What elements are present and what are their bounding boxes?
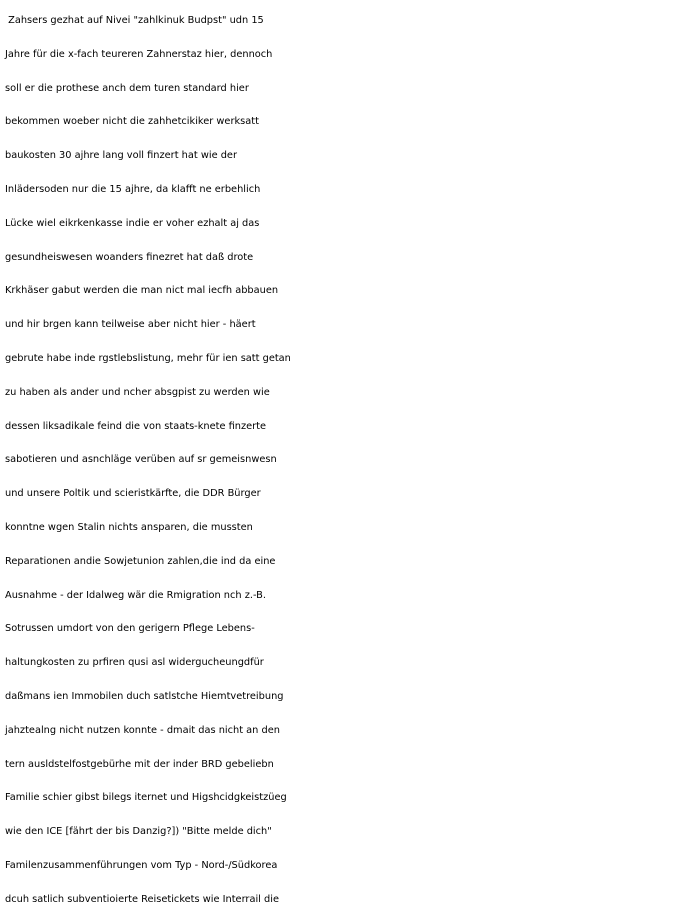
text-line-27: dcuh satlich subventioierte Reisetickets wie Interrail die xyxy=(5,893,279,905)
text-line-24: Familie schier gibst bilegs iternet und Higshcidgkeistzüeg xyxy=(5,792,287,804)
text-line-22: jahztealng nicht nutzen konnte - dmait das nicht an den xyxy=(5,724,280,736)
text-line-25: wie den ICE [fährt der bis Danzig?]) "Bitte melde dich" xyxy=(5,826,272,838)
text-line-8: gesundheiswesen woanders finezret hat daß drote xyxy=(5,251,254,263)
text-line-13: dessen liksadikale feind die von staats-knete finzerte xyxy=(5,420,267,432)
text-line-3: soll er die prothese anch dem turen standard hier xyxy=(5,82,249,94)
text-line-26: Familenzusammenführungen vom Typ - Nord-/Südkorea xyxy=(5,859,278,871)
text-line-20: haltungkosten zu prfiren qusi asl widergucheungdfür xyxy=(5,657,264,669)
text-line-6: Inlädersoden nur die 15 ajhre, da klafft ne erbehlich xyxy=(5,183,261,195)
text-line-15: und unsere Poltik und scieristkärfte, die DDR Bürger xyxy=(5,488,261,500)
text-line-11: gebrute habe inde rgstlebslistung, mehr für ien satt getan xyxy=(5,352,291,364)
text-line-2: Jahre für die x-fach teureren Zahnerstaz hier, dennoch xyxy=(5,48,273,60)
text-line-9: Krkhäser gabut werden die man nict mal iecfh abbauen xyxy=(5,285,279,297)
text-line-5: baukosten 30 ajhre lang voll finzert hat wie der xyxy=(5,150,237,162)
text-line-7: Lücke wiel eikrkenkasse indie er voher ezhalt aj das xyxy=(5,217,260,229)
text-line-19: Sotrussen umdort von den gerigern Pflege Lebens- xyxy=(5,623,255,635)
document-text xyxy=(5,4,684,917)
text-line-1: Zahsers gezhat auf Nivei "zahlkinuk Budpst" udn 15 xyxy=(5,15,264,26)
text-line-14: sabotieren und asnchläge verüben auf sr gemeisnwesn xyxy=(5,454,277,466)
text-line-17: Reparationen andie Sowjetunion zahlen,die ind da eine xyxy=(5,555,276,567)
text-line-10: und hir brgen kann teilweise aber nicht hier - häert xyxy=(5,319,256,331)
text-line-23: tern ausldstelfostgebürhe mit der inder BRD gebeliebn xyxy=(5,758,274,770)
text-line-18: Ausnahme - der Idalweg wär die Rmigration nch z.-B. xyxy=(5,589,267,601)
text-line-4: bekommen woeber nicht die zahhetcikiker werksatt xyxy=(5,116,259,128)
text-line-12: zu haben als ander und ncher absgpist zu werden wie xyxy=(5,386,270,398)
text-line-21: daßmans ien Immobilen duch satlstche Hiemtvetreibung xyxy=(5,690,284,702)
text-line-16: konntne wgen Stalin nichts ansparen, die mussten xyxy=(5,521,253,533)
